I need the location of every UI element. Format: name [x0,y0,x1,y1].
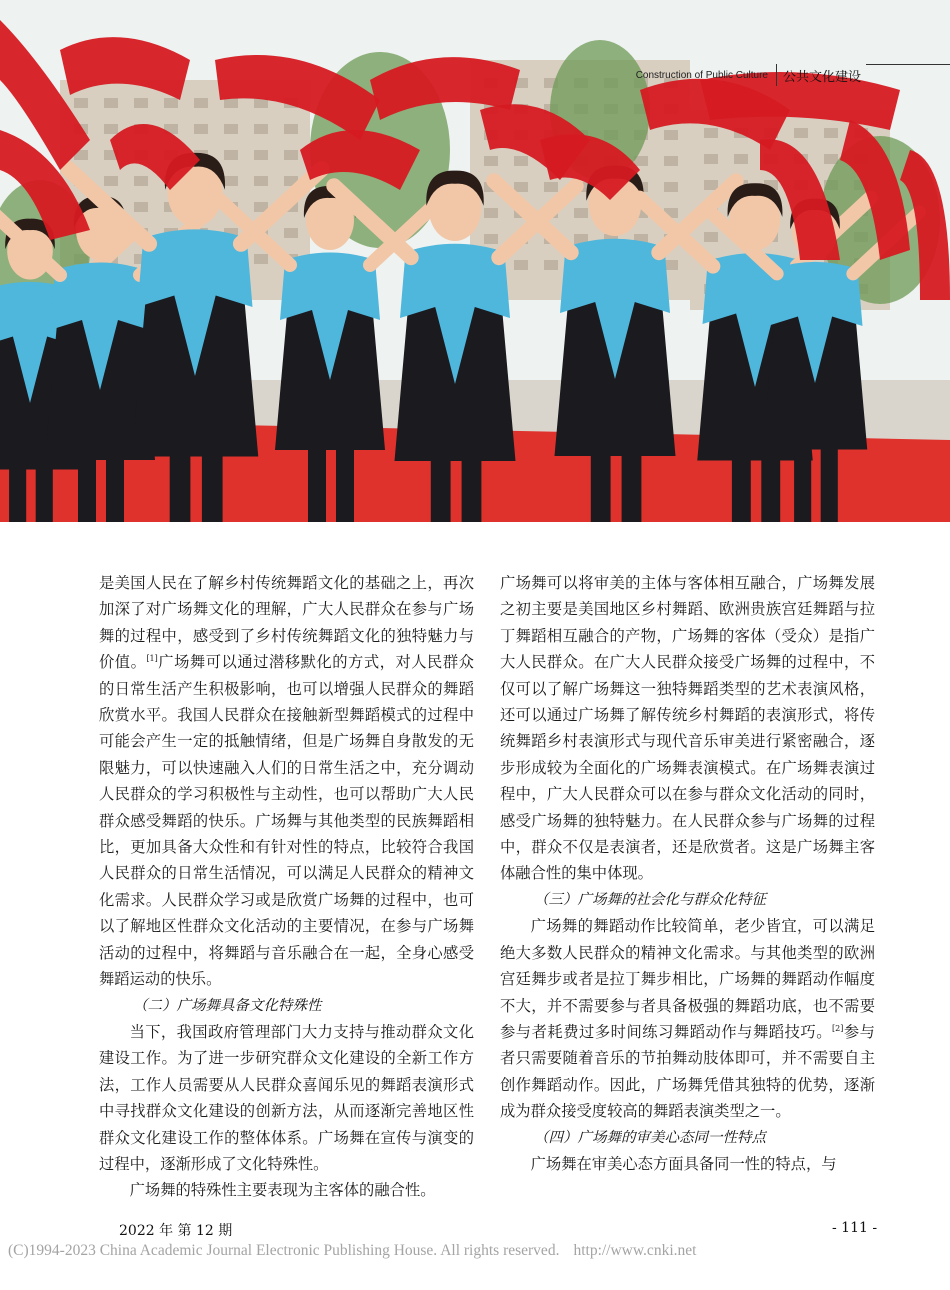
building-window [224,150,238,160]
paragraph-text: 广场舞的特殊性主要表现为主客体的融合性。 [129,1181,436,1200]
copyright-text: (C)1994-2023 China Academic Journal Electronic Publishing House. All rights reserved. [8,1242,560,1259]
building-window [664,130,678,140]
building-window [824,128,838,138]
building-window [224,124,238,134]
building-window [664,182,678,192]
building-window [104,176,118,186]
cnki-link[interactable]: http://www.cnki.net [573,1242,697,1259]
building-window [824,154,838,164]
building-window [514,260,528,270]
building-window [134,98,148,108]
building-window [74,98,88,108]
building-window [224,98,238,108]
building-window [254,150,268,160]
section-heading-2: （二）广场舞具备文化特殊性 [133,997,322,1014]
building-window [544,182,558,192]
paragraph [500,913,875,1124]
paragraph-text: 广场舞的舞蹈动作比较简单，老少皆宜，可以满足绝大多数人民群众的精神文化需求。与其他类型的欧洲宫廷舞步或者是拉丁舞步相比，广场舞的舞蹈动作幅度不大，并不需要参与者具备极强的舞蹈功底，也不需要参与者耗费过多时间练习舞蹈动作与舞蹈技巧。 [500,917,875,1041]
section-title-cn: 公共文化建设 [782,69,861,85]
paragraph-text: 参与者只需要随着音乐的节拍舞动肢体即可，并不需要自主创作舞蹈动作。因此，广场舞凭借其独特的优势，逐渐成为群众接受度较高的舞蹈表演类型之一。 [500,1022,875,1121]
paragraph-text: 当下，我国政府管理部门大力支持与推动群众文化建设工作。为了进一步研究群众文化建设的全新工作方法，工作人员需要从人民群众喜闻乐见的舞蹈表演形式中寻找群众文化建设的创新方法，从而逐渐完善地区性群众文化建设工作的整体体系。广场舞在宣传与演变的过程中，逐渐形成了文化特殊性。 [99,1022,474,1173]
building-window [224,176,238,186]
building-window [574,208,588,218]
paragraph-text: 是美国人民在了解乡村传统舞蹈文化的基础之上，再次加深了对广场舞文化的理解，广大人民群众在参与广场舞的过程中，感受到了乡村传统舞蹈文化的独特魅力与价值。 [99,574,474,672]
building-window [104,124,118,134]
building-window [704,154,718,164]
right-column [500,570,875,1177]
building-window [704,180,718,190]
building-window [284,124,298,134]
building-window [104,98,118,108]
paragraph-text: 广场舞在审美心态方面具备同一性的特点，与 [530,1154,837,1173]
building-window [254,124,268,134]
paragraph [500,570,875,887]
building-window [704,232,718,242]
paragraph-text: 广场舞可以将审美的主体与客体相互融合，广场舞发展之初主要是美国地区乡村舞蹈、欧洲贵族宫廷舞蹈与拉丁舞蹈相互融合的产物，广场舞的客体（受众）是指广大人民群众。在广大人民群众接受广场舞的过程中，不仅可以了解广场舞这一独特舞蹈类型的艺术表演风格，还可以通过广场舞了解传统乡村舞蹈的表演形式，将传统舞蹈乡村表演形式与现代音乐审美进行紧密融合，逐步形成较为全面化的广场舞表演模式。在广场舞表演过程中，广大人民群众可以在参与群众文化活动的同时，感受广场舞的独特魅力。在人民群众参与广场舞的过程中，群众不仅是表演者，还是欣赏者。这是广场舞主客体融合性的集中体现。 [500,574,875,883]
building-window [254,254,268,264]
building-window [544,260,558,270]
building-window [194,98,208,108]
paragraph-text: 广场舞可以通过潜移默化的方式，对人民群众的日常生活产生积极影响，也可以增强人民群众的舞蹈欣赏水平。我国人民群众在接触新型舞蹈模式的过程中可能会产生一定的抵触情绪，但是广场舞自身散发的无限魅力，可以快速融入人们的日常生活之中，充分调动人民群众的学习积极性与主动性，也可以帮助广大人民群众感受舞蹈的快乐。广场舞与其他类型的民族舞蹈相比，更加具备大众性和有针对性的特点，比较符合我国人民群众的日常生活情况，可以满足人民群众的精神文化需求。人民群众学习或是欣赏广场舞的过程中，也可以了解地区性群众文化活动的主要情况，在参与广场舞活动的过程中，将舞蹈与音乐融合在一起，全身心感受舞蹈运动的快乐。 [99,653,474,989]
building-window [284,228,298,238]
page-number: - 111 - [832,1220,878,1236]
section-title-en: Construction of Public Culture [635,69,768,81]
building-window [254,176,268,186]
running-header [636,62,950,88]
paragraph [99,1019,474,1177]
building-window [734,154,748,164]
building-window [514,156,528,166]
paragraph [99,1177,474,1203]
copyright-line [8,1242,696,1260]
header-rule [866,64,950,65]
building-window [664,156,678,166]
left-column [99,570,474,1204]
building-window [484,234,498,244]
building-window [484,208,498,218]
section-heading-4: （四）广场舞的审美心态同一性特点 [534,1129,766,1146]
building-window [484,156,498,166]
building-window [164,98,178,108]
section-heading-3: （三）广场舞的社会化与群众化特征 [534,891,766,908]
paragraph [99,570,474,993]
building-window [194,124,208,134]
building-window [134,176,148,186]
citation-1: [1] [146,654,158,664]
building-window [284,150,298,160]
building-window [134,202,148,212]
building-window [704,128,718,138]
building-window [794,128,808,138]
paragraph [500,1151,875,1177]
issue-label: 2022 年 第 12 期 [119,1223,233,1239]
citation-2: [2] [832,1023,844,1033]
building-window [514,182,528,192]
